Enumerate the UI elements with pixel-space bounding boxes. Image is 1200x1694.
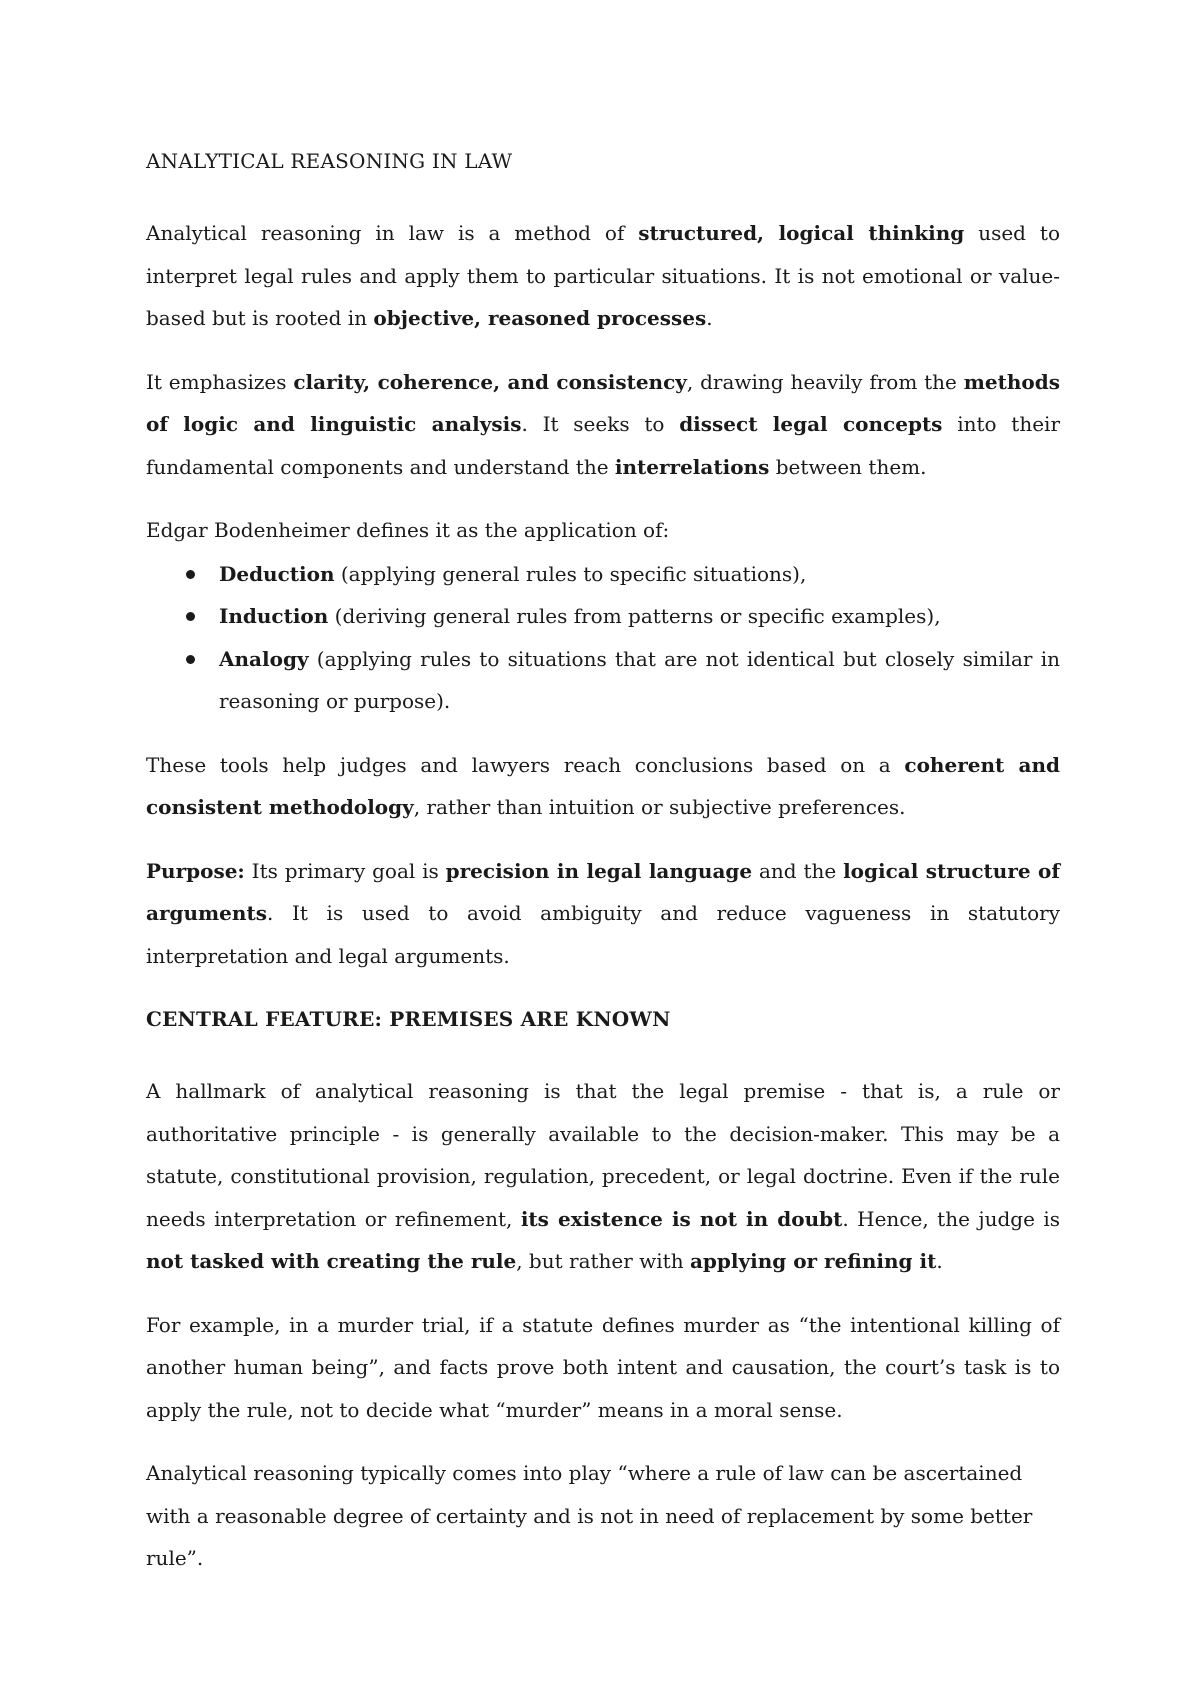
list-item: Deduction (applying general rules to specific situations),: [146, 553, 1060, 596]
document-page: [146, 140, 1060, 1601]
paragraph-example: For example, in a murder trial, if a statute defines murder as “the intentional killing of another human being”, and facts prove both intent and causation, the court’s task is to apply the rule, not to decide what “murder” means in a moral sense.: [146, 1312, 1060, 1422]
document-title: ANALYTICAL REASONING IN LAW: [146, 149, 513, 173]
bullet-icon: [186, 655, 195, 664]
paragraph-purpose: Purpose: Its primary goal is precision in legal language and the logical structure of arguments. It is used to avoid ambiguity and reduce vagueness in statutory interpretation and legal arguments.: [146, 858, 1060, 968]
reasoning-methods-list: [146, 553, 1060, 723]
list-item: Analogy (applying rules to situations that are not identical but closely similar in reasoning or purpose).: [146, 638, 1060, 723]
paragraph-emphasis: It emphasizes clarity, coherence, and consistency, drawing heavily from the methods of logic and linguistic analysis. It seeks to dissect legal concepts into their fundamental components and understand the interrelations between them.: [146, 369, 1061, 479]
paragraph-hallmark: A hallmark of analytical reasoning is that the legal premise - that is, a rule or authoritative principle - is generally available to the decision-maker. This may be a statute, constitutional provision, regulation, precedent, or legal doctrine. Even if the rule needs interpretation or refinement, its existence is not in doubt. Hence, the judge is not tasked with creating the rule, but rather with applying or refining it.: [146, 1079, 1061, 1273]
paragraph-bodenheimer: Edgar Bodenheimer defines it as the application of:: [146, 518, 670, 542]
paragraph-tools: These tools help judges and lawyers reach conclusions based on a coherent and consistent methodology, rather than intuition or subjective preferences.: [146, 752, 1060, 819]
bullet-icon: [186, 570, 195, 579]
list-item: Induction (deriving general rules from patterns or specific examples),: [146, 595, 1060, 638]
paragraph-definition: Analytical reasoning in law is a method of structured, logical thinking used to interpret legal rules and apply them to particular situations. It is not emotional or value-based but is rooted in objective, reasoned processes.: [146, 221, 1060, 330]
section-heading: CENTRAL FEATURE: PREMISES ARE KNOWN: [146, 1007, 671, 1031]
bullet-icon: [186, 612, 195, 621]
paragraph-quote: Analytical reasoning typically comes into play “where a rule of law can be ascertained with a reasonable degree of certainty and is not in need of replacement by some better rule”.: [146, 1461, 1033, 1570]
